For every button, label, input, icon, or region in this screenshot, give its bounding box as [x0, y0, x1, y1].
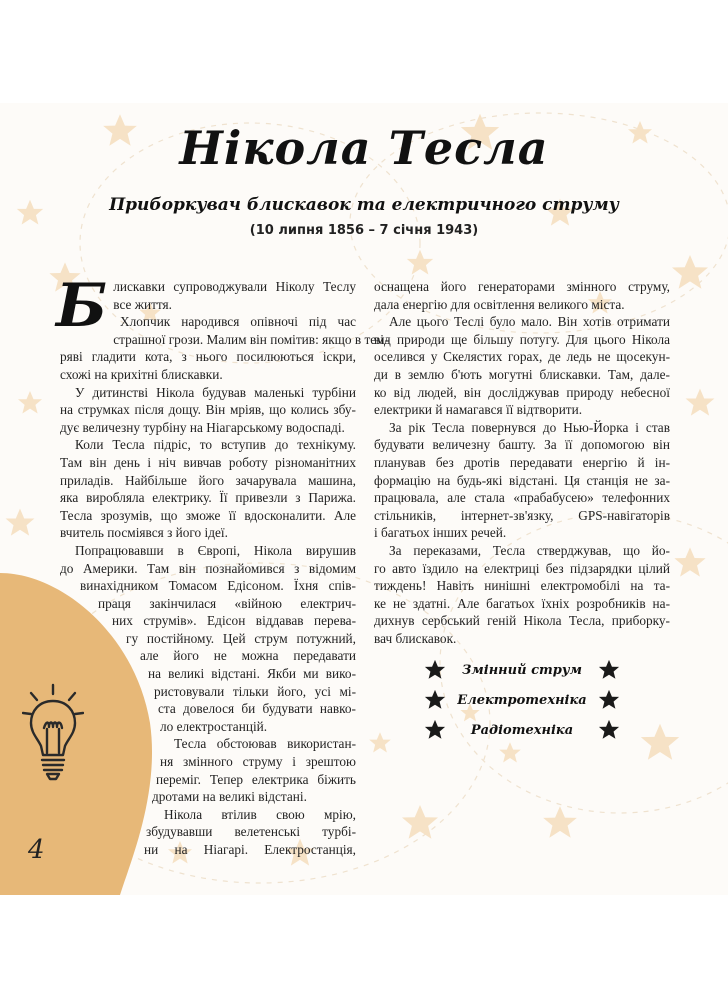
text-line: планував без дротів передавати енергію й ін-	[374, 454, 670, 470]
page-number: 4	[28, 835, 45, 865]
text-line: За рік Тесла повернувся до Нью-Йорка і став	[389, 419, 670, 435]
tag-label: Змінний струм	[462, 662, 582, 678]
lightbulb-icon	[22, 683, 84, 783]
text-line: дала енергію для освітлення великого міста.	[374, 296, 625, 312]
text-line: яка виробляла електрику. Її привезли з Парижа.	[60, 490, 356, 506]
text-line: ня змінного струму і зрештою	[160, 754, 356, 770]
page-subtitle: Приборкувач блискавок та електричного струму	[109, 195, 619, 215]
text-line: дротами на великі відстані.	[152, 789, 307, 805]
text-line: схожі на крихітні блискавки.	[60, 366, 223, 382]
text-line: ди в землю б'ють могутні блискавки. Там, дале-	[374, 366, 670, 382]
text-line: і багатьох інших речей.	[374, 525, 507, 541]
star-icon	[424, 689, 446, 711]
text-line: дихнув сербський геній Нікола Тесла, приборку-	[374, 613, 670, 629]
text-line: Коли Тесла підріс, то вступив до технікуму.	[75, 437, 356, 453]
text-line: все життя.	[113, 296, 172, 312]
text-line: дує величезну турбіну на Ніагарському водоспаді.	[60, 419, 345, 435]
text-column-left	[56, 271, 390, 859]
text-line: на великі відстані. Якби ми вико-	[148, 666, 356, 682]
star-icon	[424, 719, 446, 741]
text-line: стільників, інтернет-зв'язку, GPS-навігаторів	[374, 507, 670, 523]
text-line: винахідником Томасом Едісоном. Їхня спів-	[80, 578, 356, 594]
text-line: вчитель посміявся з його ідеї.	[60, 525, 228, 541]
tag-row	[424, 715, 620, 745]
text-line: ке не здатні. Але багатьох їхніх розробників на-	[374, 595, 670, 611]
star-icon	[598, 719, 620, 741]
tag-row	[424, 685, 620, 715]
text-line: електрики й намагався її відтворити.	[374, 402, 583, 418]
text-line: Хлопчик народився опівночі під час	[120, 314, 356, 330]
text-line: переміг. Тепер електрика біжить	[156, 771, 356, 787]
text-line: вач блискавок.	[374, 630, 457, 646]
page-title: Нікола Тесла	[179, 121, 549, 175]
text-line: тиждень! Навіть нинішні електромобілі на та-	[374, 578, 670, 594]
text-line: праця закінчилася «війною електрич-	[98, 595, 356, 611]
text-line: але його не можна передавати	[140, 648, 356, 664]
text-line: Нікола втілив свою мрію,	[164, 806, 356, 822]
text-line: працювала, але стала «прабабусею» телефонних	[374, 490, 670, 506]
text-line: до Америки. Там він познайомився з відомим	[60, 560, 356, 576]
text-line: формацію на будь-які відстані. Ця станція не за-	[374, 472, 670, 488]
star-icon	[598, 659, 620, 681]
text-line: го авто їздило на електриці без підзарядки цілий	[374, 560, 670, 576]
text-column-right	[374, 278, 670, 647]
page	[0, 103, 728, 895]
star-icon	[424, 659, 446, 681]
text-line: Але цього Теслі було мало. Він хотів отримати	[389, 314, 670, 330]
text-line: ристовували тільки його, усі мі-	[154, 683, 356, 699]
text-line: збудувавши велетенські турбі-	[146, 824, 356, 840]
text-line: Тесла зрозумів, що зможе її вдосконалити. Але	[60, 507, 356, 523]
text-line: ряві гладити кота, з нього посилюються іскри,	[60, 349, 356, 365]
text-line: них струмів». Едісон віддавав перева-	[112, 613, 356, 629]
text-line: У дитинстві Нікола будував маленькі турбіни	[75, 384, 356, 400]
topic-tags	[424, 655, 620, 745]
tag-label: Радіотехніка	[470, 722, 574, 738]
text-line: оснащена його генераторами змінного струму,	[374, 279, 670, 294]
text-line: За переказами, Тесла стверджував, що йо-	[389, 542, 670, 558]
text-line: на струмках після дощу. Він мріяв, що колись збу-	[60, 402, 356, 418]
text-line: лискавки супроводжували Ніколу Теслу	[113, 279, 356, 294]
text-line: Тесла обстоював використан-	[174, 736, 356, 752]
text-line: ко від людей, він досліджував природу небесної	[374, 384, 670, 400]
text-line: ни на Ніагарі. Електростанція,	[144, 842, 356, 857]
text-line: страшної грози. Малим він помітив: якщо в тем-	[113, 331, 390, 347]
tag-row	[424, 655, 620, 685]
tag-label: Електротехніка	[457, 692, 587, 708]
star-icon	[598, 689, 620, 711]
text-line: Попрацювавши в Європі, Нікола вирушив	[75, 542, 356, 558]
text-line: від природи ще більшу потугу. Для цього Нікола	[374, 331, 670, 347]
text-line: будувати величезну башту. За її допомогою він	[374, 437, 670, 453]
drop-cap: Б	[56, 271, 108, 341]
text-line: ло електростанцій.	[160, 718, 268, 734]
life-dates: (10 липня 1856 – 7 січня 1943)	[249, 223, 479, 238]
text-line: гу постійному. Цей струм потужний,	[126, 630, 356, 646]
text-line: приладів. Найбільше його зачарувала машина,	[60, 472, 356, 488]
text-line: оселився у Скелястих горах, де ледь не щосекун-	[374, 349, 670, 365]
text-line: ста довелося би будувати навко-	[158, 701, 356, 717]
text-line: Там він день і ніч вивчав роботу різноманітних	[60, 454, 356, 470]
